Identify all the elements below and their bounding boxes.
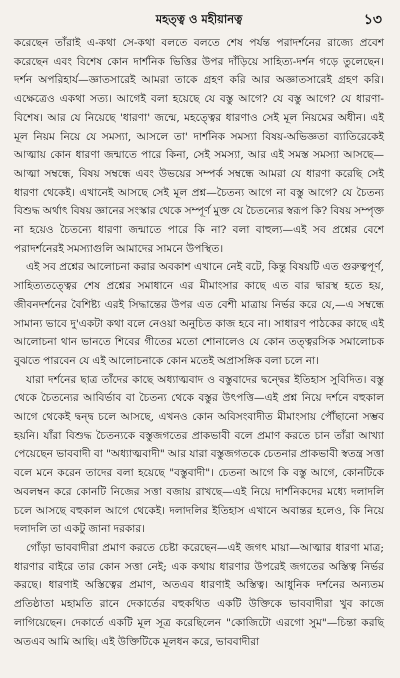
paragraph: করেছেন তাঁরাই এ-কথা সে-কথা বলতে বলতে শেষ পর্যন্ত পরাদর্শনের রাজ্যে প্রবেশ করেছেন এবং বিশেষ কোন দার্শনিক ভিত্তির উপর দাঁড়িয়ে সাহিত্য-দর্শন গড়ে তুলেছেন। দর্শন অপরিহার্য—জ্ঞাতসারেই আমরা তাকে গ্রহণ করি আর অজ্ঞাতসারেই গ্রহণ করি। এক্ষেত্রেও একথা সত্য। আগেই বলা হয়েছে যে বস্তু আগে? যে বস্তু আগে? যে ধারণা-বিশেষ। আর যে নিয়েছে 'ধারণা' জন্মে, মহত্ত্বের ধারণাও সেই মূল নিয়মের অধীন। এই মূল নিয়ম নিয়ে যে সমস্যা, আসলে তা' দার্শনিক সমস্যা বিষয়-অভিজ্ঞতা ব্যাতিরেকেই আত্মায় কোন ধারণা জন্মাতে পারে কিনা, সেই সমস্যা, আর এই সমস্ত সমস্যা আসছে—আত্মা সম্বন্ধে, বিষয় সম্বন্ধে এবং উভয়ের সম্পর্ক সম্বন্ধে আমরা যে ধারণা করেছি সেই ধারণা থেকেই। এখানেই আসছে সেই মূল প্রশ্ন—চৈতন্য আগে না বস্তু আগে? যে চৈতন্য বিশুদ্ধ অর্থাৎ বিষয় জ্ঞানের সংস্কার থেকে সম্পূর্ণ মুক্ত যে চৈতন্যের স্বরূপ কি? বিষয় সম্পৃক্ত না হয়েও চৈতন্যে ধারণা জন্মাতে পারে কি না? বলা বাহুল্য—এই সব প্রশ্নের বেশে পরাদর্শনেরই সমস্যাগুলি আমাদের সামনে উপস্থিত। [14, 37, 384, 255]
paragraph: যারা দর্শনের ছাত্র তাঁদের কাছে অধ্যাত্মবাদ ও বস্তুবাদের দ্বন্দ্বের ইতিহাস সুবিদিত। বস্তু থেকে চৈতন্যের আবির্ভাব বা চৈতন্য থেকে বস্তুর উৎপত্তি—এই প্রশ্ন নিয়ে দর্শনে বহুকাল আগে থেকেই দ্বন্দ্ব চলে আসছে, এখনও কোন অবিসংবাদীত মীমাংসায় পৌঁছানো সম্ভব হয়নি। যাঁরা বিশুদ্ধ চৈতন্যকে বস্তুজগতের প্রাকভাবী বলে প্রমাণ করতে চান তাঁরা আখ্যা পেয়েছেন ভাববাদী বা "অধ্যাত্মবাদী" আর যারা বস্তুজগতকে চেতনার প্রাকভাবী স্বতন্ত্র সত্তা বলে মনে করেন তাদের বলা হয়েছে "বস্তুবাদী"। চেতনা আগে কি বস্তু আগে, কোনটিকে অবলম্বন করে কোনটি নিজের সত্তা বজায় রাখছে—এই নিয়ে দার্শনিকদের মধ্যে দলাদলি চলে আসছে বহুকাল আগে থেকেই। দলাদলির ইতিহাস এখানে অবান্তর হলেও, কি নিয়ে দলাদলি তা একটু জানা দরকার। [14, 373, 384, 536]
page-number: ১৩ [363, 12, 382, 28]
paragraph: এই সব প্রশ্নের আলোচনা করার অবকাশ এখানে নেই বটে, কিন্তু বিষয়টি এত গুরুত্বপূর্ণ, সাহিত্যতত্ত্বের শেষ প্রশ্নের সমাধানে এর মীমাংসার কাছে এত বার দ্বারস্থ হতে হয়, জীবনদর্শনের বৈশিষ্ট্য এরই সিদ্ধান্তের উপর এত বেশী মাত্রায় নির্ভর করে যে,—এ সম্বন্ধে সামান্য ভাবে দু'একটা কথা বলে নেওয়া অনুচিত কাজ হবে না। সাধারণ পাঠকের কাছে এই আলোচনা থান ভানতে শিবের গীতের মতো শোনালেও যে কোন তত্ত্বরসিক সমালোচক বুঝতে পারবেন যে এই আলোচনাকে কোন মতেই অপ্রাসঙ্গিক বলা চলে না। [14, 261, 384, 367]
page-header [14, 8, 384, 30]
page-body [14, 34, 384, 651]
paragraph: গোঁড়া ভাববাদীরা প্রমাণ করতে চেষ্টা করেছেন—এই জগৎ মায়া—আত্মার ধারণা মাত্র; ধারণার বাইরে তার কোন সত্তা নেই; এক কথায় ধারণার উপরেই জগতের অস্তিত্ব নির্ভর করছে। ধারণাই অস্তিত্বের প্রমাণ, অতএব ধারণাই অস্তিত্ব। আধুনিক দর্শনের অন্যতম প্রতিষ্ঠাতা মহামতি রানে দেকার্তের বহুকথিত একটি উক্তিকে ভাববাদীরা খুব কাজে লাগিয়েছেন। দেকার্তে একটি মূল সূত্র করেছিলেন "কোজিটো এরগো সুম"—চিন্তা করছি অতএব আমি আছি। এই উক্তিটিকে মূলধন করে, ভাববাদীরা [14, 541, 384, 648]
running-head: মহত্ত্ব ও মহীয়ানত্ব [155, 12, 243, 26]
